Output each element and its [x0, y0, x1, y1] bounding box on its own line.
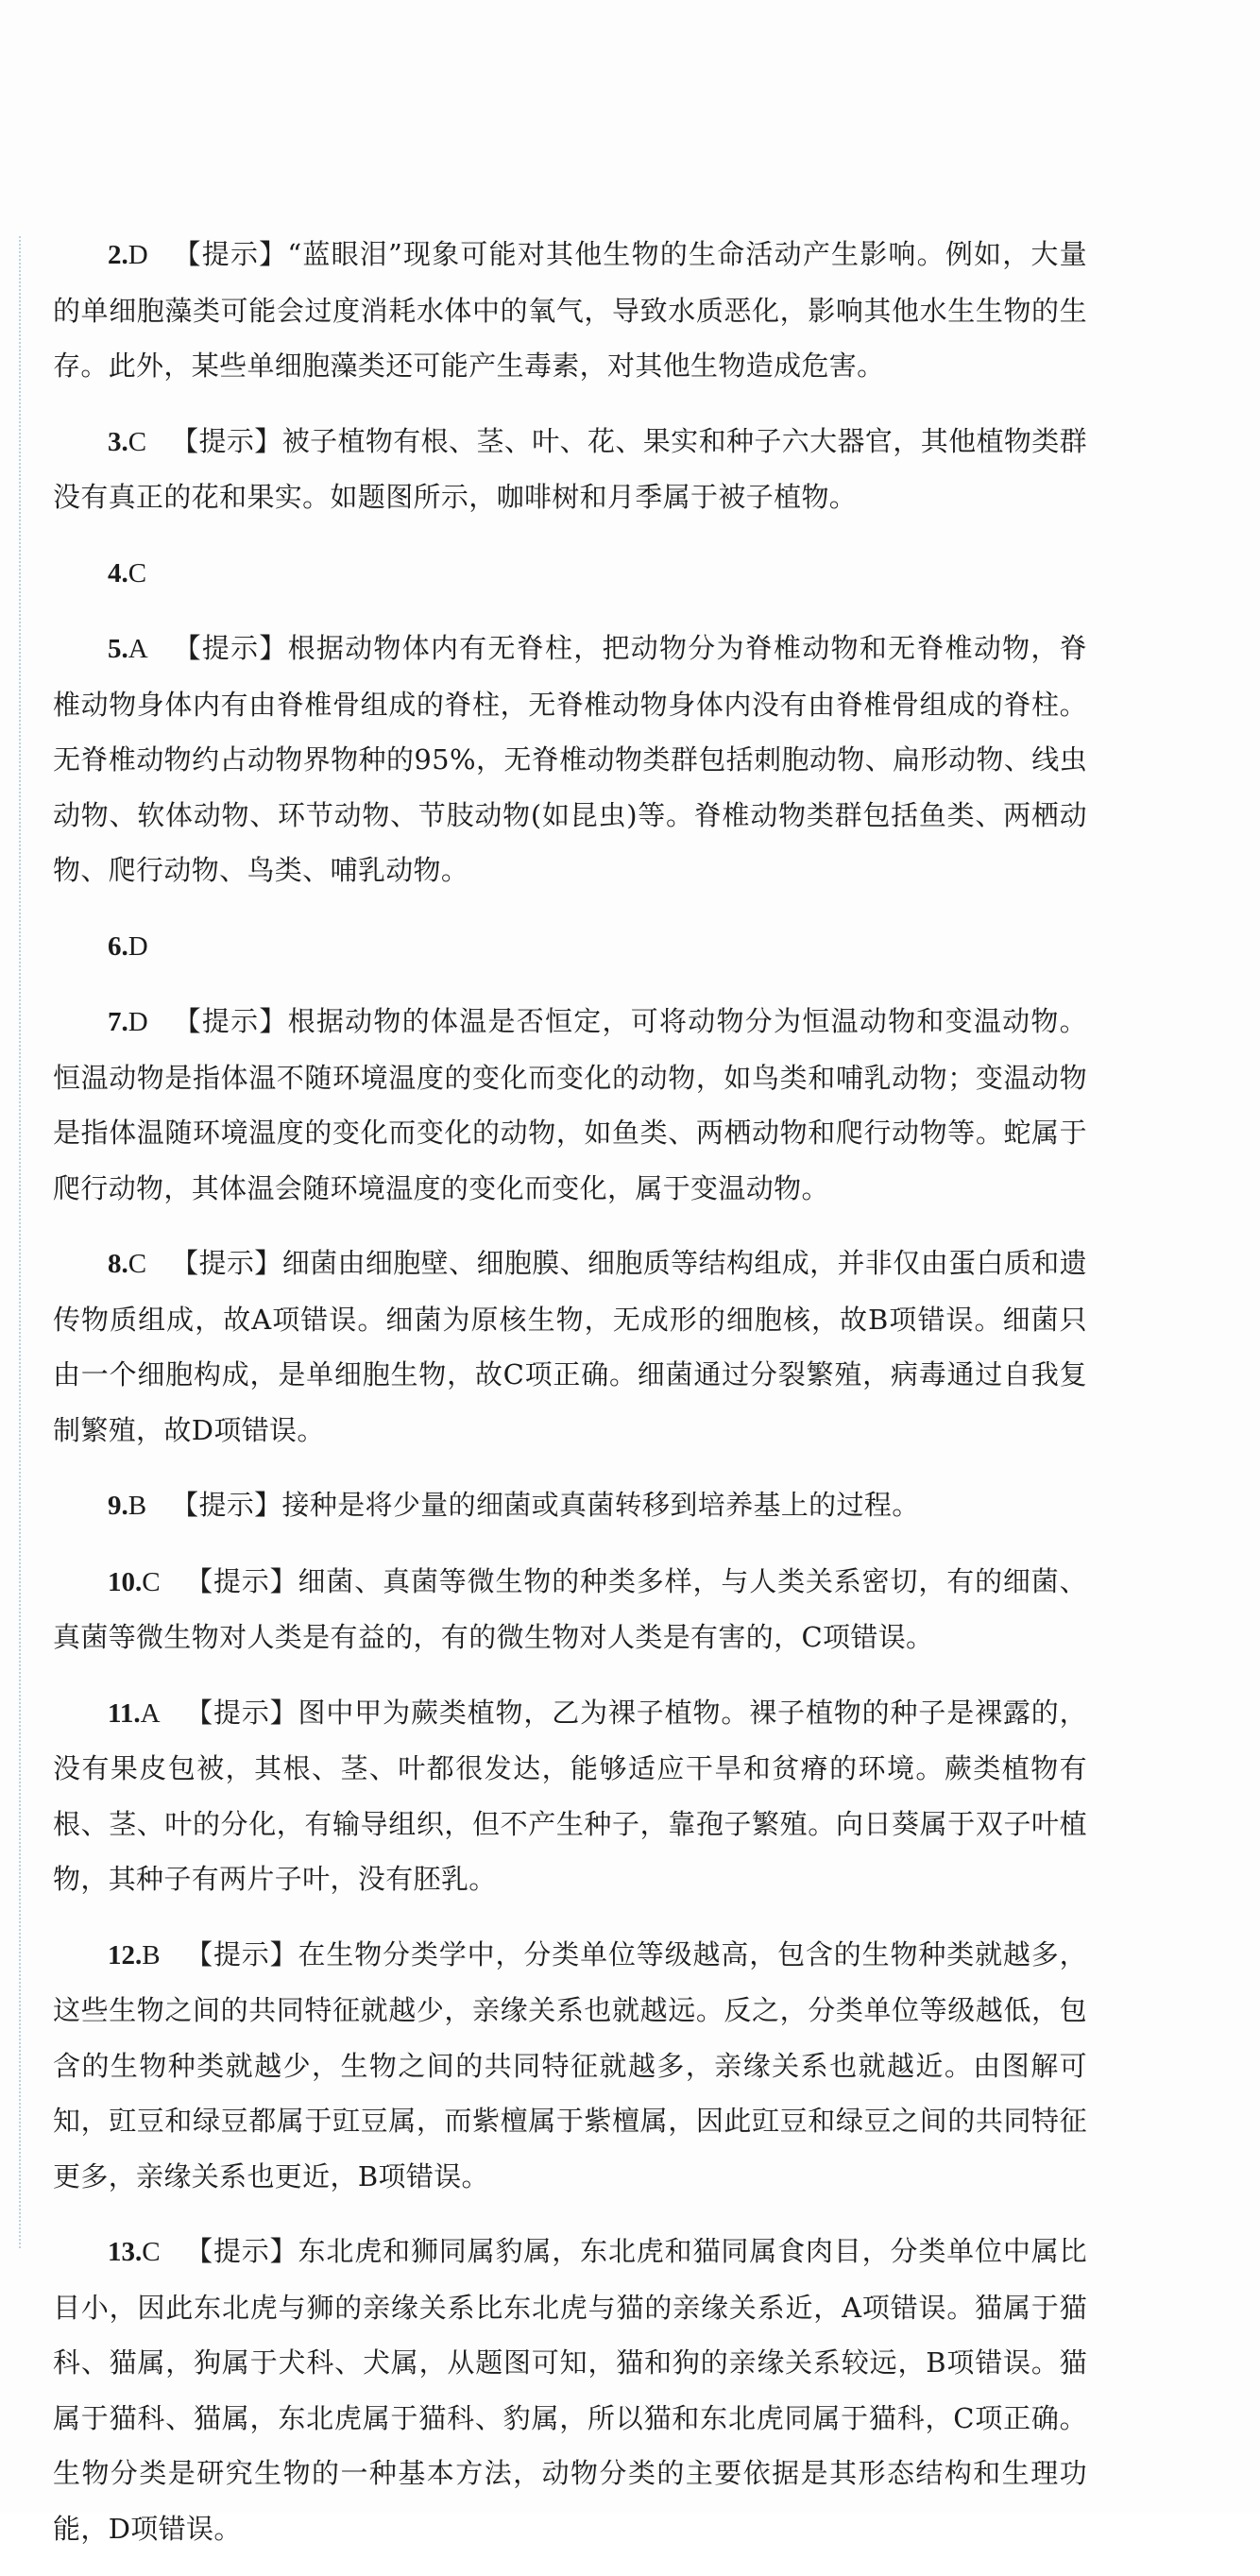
binding-margin-line: [19, 236, 21, 2248]
item-answer: D: [128, 930, 148, 962]
hint-tag: 【提示】: [184, 1564, 298, 1597]
answer-item-3: [53, 414, 1087, 525]
item-number: 9.: [108, 1491, 128, 1521]
hint-tag: 【提示】: [184, 1696, 298, 1729]
hint-text: 图中甲为蕨类植物，乙为裸子植物。裸子植物的种子是裸露的，没有果皮包被，其根、茎、叶都很发达，能够适应干旱和贫瘠的环境。蕨类植物有根、茎、叶的分化，有输导组织，但不产生种子，靠孢子繁殖。向日葵属于双子叶植物，其种子有两片子叶，没有胚乳。: [53, 1696, 1087, 1895]
hint-text: 根据动物的体温是否恒定，可将动物分为恒温动物和变温动物。恒温动物是指体温不随环境温度的变化而变化的动物，如鸟类和哺乳动物；变温动物是指体温随环境温度的变化而变化的动物，如鱼类、两栖动物和爬行动物等。蛇属于爬行动物，其体温会随环境温度的变化而变化，属于变温动物。: [53, 1005, 1087, 1204]
answer-item-5: [53, 621, 1087, 898]
item-answer: C: [128, 426, 147, 457]
answer-item-12: [53, 1927, 1087, 2205]
answer-item-13: [53, 2224, 1087, 2556]
item-answer: C: [128, 557, 147, 589]
item-number: 4.: [108, 557, 128, 589]
hint-text: “蓝眼泪”现象可能对其他生物的生命活动产生影响。例如，大量的单细胞藻类可能会过度消耗水体中的氧气，导致水质恶化，影响其他水生生物的生存。此外，某些单细胞藻类还可能产生毒素，对其他生物造成危害。: [53, 238, 1087, 382]
hint-text: 东北虎和狮同属豹属，东北虎和猫同属食肉目，分类单位中属比目小，因此东北虎与狮的亲缘关系比东北虎与猫的亲缘关系近，A项错误。猫属于猫科、猫属，狗属于犬科、犬属，从题图可知，猫和狗的亲缘关系较远，B项错误。猫属于猫科、猫属，东北虎属于猫科、豹属，所以猫和东北虎同属于猫科，C项正确。生物分类是研究生物的一种基本方法，动物分类的主要依据是其形态结构和生理功能，D项错误。: [53, 2235, 1087, 2545]
answer-item-9: [53, 1477, 1087, 1534]
item-number: 12.: [108, 1939, 143, 1970]
hint-text: 根据动物体内有无脊柱，把动物分为脊椎动物和无脊椎动物，脊椎动物身体内有由脊椎骨组成的脊柱，无脊椎动物身体内没有由脊椎骨组成的脊柱。无脊椎动物约占动物界物种的95%，无脊椎动物类群包括刺胞动物、扁形动物、线虫动物、软体动物、环节动物、节肢动物(如昆虫)等。脊椎动物类群包括鱼类、两栖动物、爬行动物、鸟类、哺乳动物。: [53, 632, 1087, 886]
answer-item-2: [53, 227, 1087, 394]
hint-text: 接种是将少量的细菌或真菌转移到培养基上的过程。: [281, 1489, 920, 1521]
hint-tag: 【提示】: [171, 1489, 282, 1521]
answer-item-10: [53, 1554, 1087, 1665]
item-number: 5.: [108, 634, 128, 664]
hint-tag: 【提示】: [172, 238, 288, 270]
hint-tag: 【提示】: [172, 1005, 288, 1037]
item-number: 3.: [108, 426, 128, 457]
item-number: 7.: [108, 1007, 128, 1037]
answer-item-6: [53, 918, 1087, 975]
item-answer: C: [142, 1566, 161, 1597]
answer-item-11: [53, 1685, 1087, 1907]
hint-text: 被子植物有根、茎、叶、花、果实和种子六大器官，其他植物类群没有真正的花和果实。如题图所示，咖啡树和月季属于被子植物。: [53, 424, 1087, 513]
item-number: 11.: [108, 1697, 141, 1729]
hint-text: 细菌、真菌等微生物的种类多样，与人类关系密切，有的细菌、真菌等微生物对人类是有益的，有的微生物对人类是有害的，C项错误。: [53, 1564, 1087, 1653]
hint-tag: 【提示】: [172, 632, 288, 664]
answer-item-8: [53, 1236, 1087, 1458]
item-answer: C: [142, 2237, 161, 2267]
item-answer: B: [128, 1491, 147, 1521]
item-number: 8.: [108, 1249, 128, 1279]
answer-list: [53, 227, 1087, 2576]
hint-tag: 【提示】: [184, 1937, 298, 1970]
item-answer: D: [128, 240, 148, 270]
hint-text: 细菌由细胞壁、细胞膜、细胞质等结构组成，并非仅由蛋白质和遗传物质组成，故A项错误。细菌为原核生物，无成形的细胞核，故B项错误。细菌只由一个细胞构成，是单细胞生物，故C项正确。细菌通过分裂繁殖，病毒通过自我复制繁殖，故D项错误。: [53, 1247, 1087, 1446]
item-answer: A: [140, 1697, 161, 1729]
answer-item-4: [53, 545, 1087, 602]
hint-tag: 【提示】: [171, 424, 282, 457]
item-answer: B: [142, 1939, 161, 1970]
hint-text: 在生物分类学中，分类单位等级越高，包含的生物种类就越多，这些生物之间的共同特征就越少，亲缘关系也就越远。反之，分类单位等级越低，包含的生物种类就越少，生物之间的共同特征就越多，亲缘关系也就越近。由图解可知，豇豆和绿豆都属于豇豆属，而紫檀属于紫檀属，因此豇豆和绿豆之间的共同特征更多，亲缘关系也更近，B项错误。: [53, 1937, 1087, 2192]
item-number: 2.: [108, 240, 128, 270]
hint-tag: 【提示】: [171, 1247, 282, 1279]
item-answer: D: [128, 1007, 148, 1037]
item-answer: A: [128, 634, 148, 664]
item-number: 13.: [108, 2237, 143, 2267]
answer-item-7: [53, 994, 1087, 1216]
hint-tag: 【提示】: [184, 2235, 298, 2267]
item-number: 10.: [108, 1566, 143, 1597]
item-number: 6.: [108, 930, 128, 962]
item-answer: C: [128, 1249, 147, 1279]
